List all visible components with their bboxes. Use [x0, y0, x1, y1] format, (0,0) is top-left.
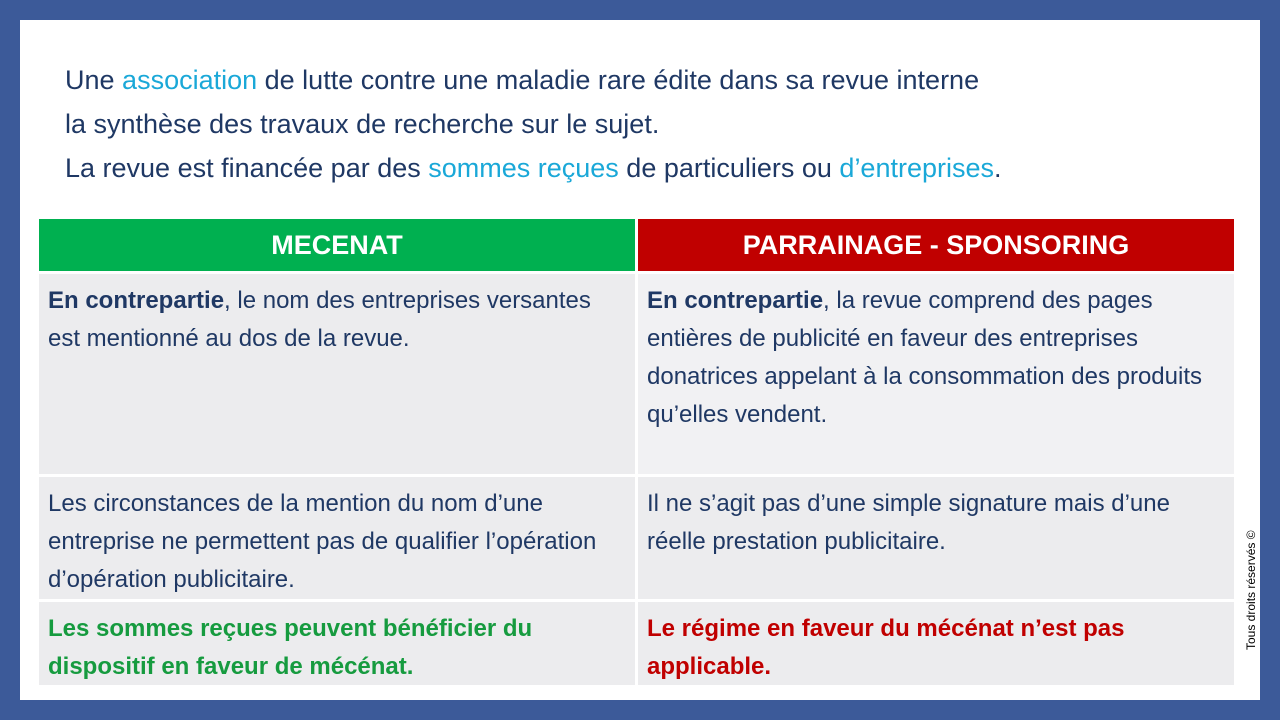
- bold-label: En contrepartie: [48, 287, 225, 314]
- highlight-sommes-recues: sommes reçues: [428, 153, 619, 183]
- cell-text: , le nom des entreprises versantes est mentionné au dos de la revue.: [48, 287, 591, 352]
- table-row: [39, 602, 1234, 685]
- intro-text: [65, 58, 1225, 190]
- cell-mecenat-circonstances: Les circonstances de la mention du nom d’une entreprise ne permettent pas de qualifier l’opération d’opération publicitaire.: [39, 477, 635, 599]
- intro-line-2: la synthèse des travaux de recherche sur le sujet.: [65, 109, 660, 139]
- cell-mecenat-conclusion: Les sommes reçues peuvent bénéficier du dispositif en faveur de mécénat.: [39, 602, 635, 685]
- highlight-association: association: [122, 65, 258, 95]
- intro-text-segment: La revue est financée par des: [65, 153, 429, 183]
- intro-text-segment: Une: [65, 65, 123, 95]
- highlight-entreprises: d’entreprises: [839, 153, 994, 183]
- cell-sponsoring-prestation: Il ne s’agit pas d’une simple signature mais d’une réelle prestation publicitaire.: [638, 477, 1234, 599]
- table-row: [39, 274, 1234, 474]
- bold-label: En contrepartie: [647, 287, 824, 314]
- slide: [20, 20, 1260, 700]
- comparison-table: [39, 219, 1234, 688]
- intro-line-3: [65, 146, 1225, 190]
- cell-text: , la revue comprend des pages entières de publicité en faveur des entreprises donatrices appelant à la consommation des produits qu’elles vendent.: [647, 287, 1202, 428]
- header-mecenat: MECENAT: [39, 219, 635, 271]
- table-header-row: [39, 219, 1234, 271]
- intro-text-segment: .: [994, 153, 1002, 183]
- copyright-notice: Tous droits réservés ©: [1244, 530, 1258, 650]
- cell-sponsoring-contrepartie: [638, 274, 1234, 474]
- header-parrainage-sponsoring: PARRAINAGE - SPONSORING: [638, 219, 1234, 271]
- cell-sponsoring-conclusion: Le régime en faveur du mécénat n’est pas applicable.: [638, 602, 1234, 685]
- intro-text-segment: de particuliers ou: [618, 153, 840, 183]
- cell-mecenat-contrepartie: [39, 274, 635, 474]
- intro-line-1: [65, 58, 1225, 102]
- table-row: [39, 477, 1234, 599]
- intro-text-segment: de lutte contre une maladie rare édite dans sa revue interne: [257, 65, 980, 95]
